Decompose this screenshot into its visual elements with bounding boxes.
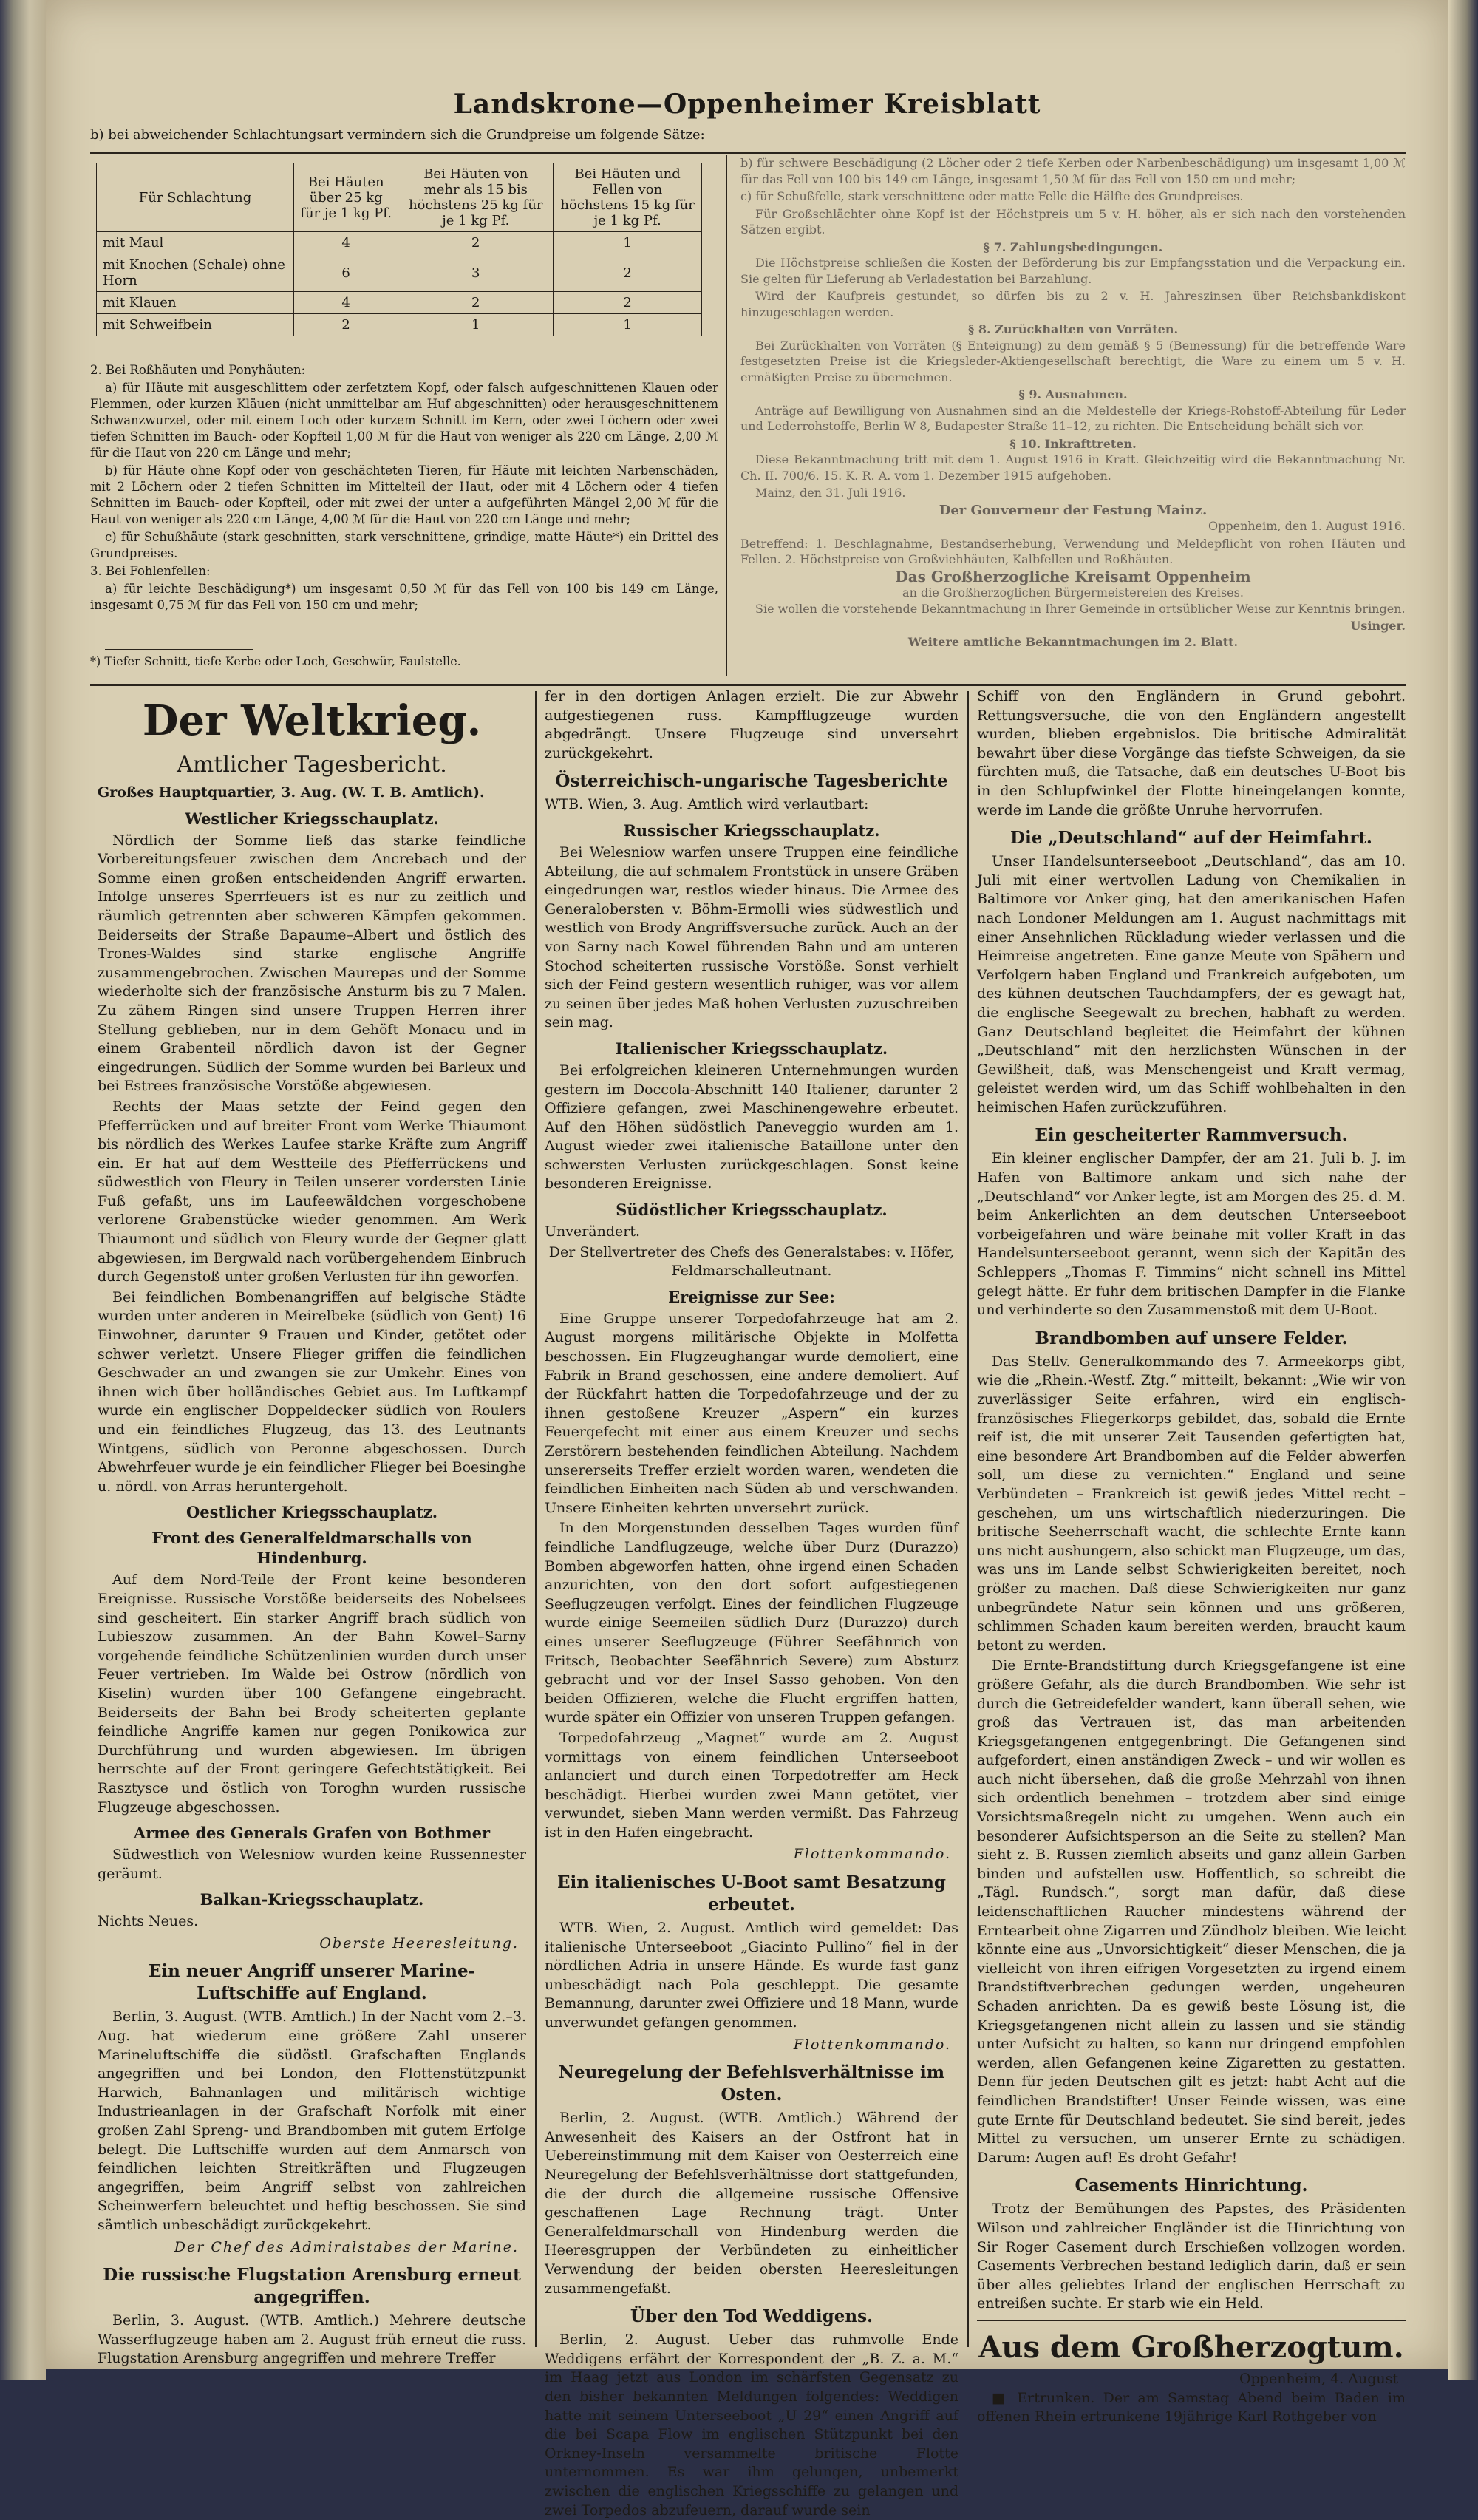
table-row [97,292,702,314]
table-row [97,232,702,254]
paragraph: Unser Handelsunterseeboot „Deutschland“, das am 10. Juli mit einer wertvollen Ladung von Chemikalien in Baltimore vor Anker ging, hat den amerikanischen Hafen nach Londoner Meldungen am 1. August nachmittags mit einer Ansehnlichen Rückladung wieder verlassen und die Heimreise angetreten. Eine ganze Meute von Spähern und Verfolgern haben England und Frankreich aufgeboten, um des kühnen deutschen Tauchdampfers, der es gewagt hat, die englische Seegewalt zu brechen, habhaft zu werden. Ganz Deutschland begleitet die Heimfahrt der kühnen „Deutschland“ mit den herzlichsten Wünschen in der Gewißheit, daß, was Menschengeist und Kraft vermag, geleistet werden wird, um das Schiff wohlbehalten in den heimischen Hafen zurückzuführen. [977,853,1406,1115]
table-header: Bei Häuten von mehr als 15 bis höchstens 25 kg für je 1 kg Pf. [398,163,554,232]
main-title: Der Weltkrieg. [142,696,482,745]
newspaper-page [46,0,1448,2519]
signature: Flottenkommando. [793,1846,951,1863]
section-heading: Front des Generalfeldmarschalls von Hindenburg. [151,1529,472,1568]
column-3 [977,687,1406,2425]
table-intro: b) bei abweichender Schlachtungsart vermindern sich die Grundpreise um folgende Sätze: [90,127,705,143]
article-heading: Casements Hinrichtung. [1075,2176,1308,2196]
paragraph: 2. Bei Roßhäuten und Ponyhäuten: [90,363,306,377]
column-2 [545,687,958,2519]
section-rule [90,684,1406,686]
table-cell: 1 [398,314,554,336]
table-row [97,314,702,336]
footnote-rule [105,649,253,650]
table-cell: mit Klauen [97,292,294,314]
article-heading: Brandbomben auf unsere Felder. [1035,1328,1348,1348]
paragraph: WTB. Wien, 2. August. Amtlich wird gemeldet: Das italienische Unterseeboot „Giacinto Pullino“ fiel in der nördlichen Adria in unsere Hände. Es wurde fast ganz unbeschädigt nach Pola geschleppt. Die gesamte Bemannung, darunter zwei Offiziere und 18 Mann, wurde unverwundet gefangen genommen. [545,1920,958,2031]
paragraph: b) für Häute ohne Kopf oder von geschächteten Tieren, für Häute mit leichten Narbenschäden, mit 2 Löchern oder 2 tiefen Schnitten im Mittelteil der Haut, oder mit 4 Löchern oder 4 tiefen Schnitten im Bauch- oder Kopfteil, oder mit zwei der unter a aufgeführten Mängel 2,00 ℳ für die Haut von weniger als 220 cm Länge, 4,00 ℳ für die Haut von 220 cm Länge und mehr; [90,463,718,526]
column-1 [98,687,526,2367]
section-heading: § 8. Zurückhalten von Vorräten. [967,322,1179,336]
table-cell: mit Knochen (Schale) ohne Horn [97,254,294,292]
regulation-text-right [740,155,1406,676]
paragraph: a) für Häute mit ausgeschlittem oder zerfetztem Kopf, oder falsch aufgeschnittenen Klauen oder Flemmen, oder kurzen Kläuen (nicht unmittelbar am Huf abgeschnitten) oder herausgeschnittenem Schwanzwurzel, oder mit einem Loch oder kurzem Schnitt im Kern, oder zwei Löchern oder zwei tiefen Schnitten im Bauch- oder Kopfteil 1,00 ℳ für die Haut von weniger als 220 cm Länge, 2,00 ℳ für die Haut von 220 cm Länge und mehr; [90,381,718,460]
paragraph: Die Ernte-Brandstiftung durch Kriegsgefangene ist eine größere Gefahr, als die durch Brandbomben. Wie sehr ist durch die Getreidefelder wandert, kann überall sehen, wie groß das Vertrauen ist, das man arbeitenden Kriegsgefangenen entgegenbringt. Die Gefangenen sind aufgefordert, einen anständigen Zweck – und wir wollen es auch nicht übersehen, daß die große Mehrzahl von ihnen sich ordentlich benehmen – trotzdem aber sind einige Vorsichtsmaßregeln nicht zu umgehen. Wenn auch ein besonderer Aufsichtsperson an die Seite zu stellen? Man sieht z. B. Russen ziemlich abseits und ganz allein Garben binden und aufstellen usw. Hoffentlich, so schreibt die „Tägl. Rundsch.“, sorgt man dafür, daß diese leidenschaftlichen Raucher mindestens während der Erntearbeit ohne Zigarren und Zündholz bleiben. Wie leicht könnte eine aus „Unvorsichtigkeit“ dieser Menschen, die ja vielleicht von ihren eifrigen Vorgesetzten zu irgend einem Brandstiftverbrechen gedungen werden, ungeheuren Schaden anrichten. Da es gewiß beste Lösung ist, die Kriegsgefangenen nicht allein zu lassen und sie ständig unter Aufsicht zu halten, so kann nur dringend empfohlen werden, allen Gefangenen keine Zigaretten zu gestatten. Denn für jeden Deutschen gilt es jetzt: habt Acht auf die feindlichen Brandstifter! Unser Feinde wissen, was eine gute Ernte für Deutschland bedeutet. Sie sind bereit, jedes Mittel zu versuchen, um unserer Ernte zu schädigen. Darum: Augen auf! Es droht Gefahr! [977,1657,1406,2166]
paragraph: Ein kleiner englischer Dampfer, der am 21. Juli b. J. im Hafen von Baltimore ankam und sich nahe der „Deutschland“ vor Anker legte, ist am Morgen des 25. d. M. beim Ankerlichten an dem deutschen Unterseeboot vorbeigefahren und wäre beinahe mit voller Kraft in das Handelsunterseeboot gerannt, wenn sich der Kapitän des Schleppers „Thomas F. Timmins“ nicht schnell ins Mittel gelegt hätte. Er fuhr dem britischen Dampfer in die Flanke und verhinderte so den Zusammenstoß mit dem U-Boot. [977,1150,1406,1319]
table-cell: mit Schweifbein [97,314,294,336]
paragraph: Südwestlich von Welesniow wurden keine Russennester geräumt. [98,1847,526,1882]
section-heading: Balkan-Kriegsschauplatz. [200,1890,424,1909]
section-heading: § 10. Inkrafttreten. [1009,436,1137,451]
section-heading: Italienischer Kriegsschauplatz. [615,1039,888,1058]
article-heading: Ein italienisches U-Boot samt Besatzung erbeutet. [556,1872,946,1915]
table-cell: 3 [398,254,554,292]
masthead: Landskrone—Oppenheimer Kreisblatt [453,89,1041,120]
book-spine [1448,0,1478,2380]
paragraph: Sie wollen die vorstehende Bekanntmachung in Ihrer Gemeinde in ortsüblicher Weise zur Kenntnis bringen. [755,601,1406,616]
paragraph: In den Morgenstunden desselben Tages wurden fünf feindliche Landflugzeuge, welche über Durz (Durazzo) Bomben abgeworfen hatten, ohne irgend einen Schaden anzurichten, von den dort sofort aufgestiegenen Seeflugzeugen verfolgt. Eines der feindlichen Flugzeuge wurde einige Seemeilen südlich Durz (Durazzo) durch eines unserer Seeflugzeuge (Führer Seefähnrich von Fritsch, Beobachter Seefähnrich Severe) zum Absturz gebracht und vor der Insel Sasso gehoben. Von den beiden Offizieren, welche die Flucht ergriffen hatten, wurde später ein Offizier von unseren Truppen gefangen. [545,1520,958,1726]
paragraph: Bei feindlichen Bombenangriffen auf belgische Städte wurden unter anderen in Meirelbeke (südlich von Gent) 16 Einwohner, darunter 9 Frauen und Kinder, getötet oder schwer verletzt. Unsere Flieger griffen die feindlichen Geschwader an und zwangen sie zur Umkehr. Eines von ihnen wich über holländisches Gebiet aus. Im Luftkampf wurde ein englischer Doppeldecker südlich von Roulers und ein feindliches Flugzeug, das 13. des Leutnants Wintgens, südlich von Peronne abgeschossen. Durch Abwehrfeuer wurde je ein feindlicher Flieger bei Boesinghe u. nördl. von Arras heruntergeholt. [98,1288,526,1495]
section-heading: Südöstlicher Kriegsschauplatz. [616,1200,888,1220]
paragraph: Für Großschlächter ohne Kopf ist der Höchstpreis um 5 v. H. höher, als er sich nach den vorstehenden Sätzen ergibt. [740,206,1406,237]
signature: Der Gouverneur der Festung Mainz. [939,502,1208,518]
signature: Oberste Heeresleitung. [319,1935,519,1952]
table-cell: 1 [554,232,702,254]
column-rule [967,691,969,2347]
paragraph: Nördlich der Somme ließ das starke feindliche Vorbereitungsfeuer zwischen dem Ancrebach und der Somme einen großen entscheidenden Angriff erwarten. Infolge unseres Sperrfeuers ist es nur zu zeitlich und räumlich getrennten aber schweren Kämpfen gekommen. Beiderseits der Straße Bapaume–Albert und östlich des Trones-Waldes sind starke englische Angriffe zusammengebrochen. Zwischen Maurepas und der Somme wiederholte sich der französische Ansturm bis zu 7 Malen. Zu zähem Ringen sind unsere Truppen Herren ihrer Stellung geblieben, nur in dem Gehöft Monacu und in einem Grabenteil nördlich davon ist der Gegner eingedrungen. Südlich der Somme wurden bei Barleux und bei Estrees französische Vorstöße abgewiesen. [98,832,526,1095]
paragraph: Rechts der Maas setzte der Feind gegen den Pfefferrücken und auf breiter Front vom Werke Thiaumont bis nördlich des Werkes Laufee starke Kräfte zum Angriff ein. Er hat auf dem Westteile des Pfefferrückens und südwestlich von Fleury in Teilen unserer vordersten Linie Fuß gefaßt, uns im Laufeewäldchen vorgeschobene verlorene Grabenstücke wieder genommen. Am Werk Thiaumont und südlich von Fleury wurde der Gegner glatt abgewiesen, im Bergwald nach vorübergehendem Einbruch durch Gegenstoß unter großen Verlusten für ihn geworfen. [98,1098,526,1286]
paragraph: Die Höchstpreise schließen die Kosten der Beförderung bis zur Empfangsstation und die Verpackung ein. Sie gelten für Lieferung ab Verladestation bei Barzahlung. [740,256,1406,286]
paragraph: c) für Schußfelle, stark verschnittene oder matte Felle die Hälfte des Grundpreises. [740,189,1244,203]
dateline: WTB. Wien, 3. Aug. Amtlich wird verlautbart: [545,796,869,813]
signature: Der Stellvertreter des Chefs des Generalstabes: v. Höfer, Feldmarschalleutnant. [548,1243,955,1280]
table-cell: 2 [398,232,554,254]
paragraph: Anträge auf Bewilligung von Ausnahmen sind an die Meldestelle der Kriegs-Rohstoff-Abteilung für Leder und Lederrohstoffe, Berlin W 8, Budapester Straße 11–12, zu richten. Die Entscheidung behält sich vor. [740,403,1406,433]
table-header-row [97,163,702,232]
article-heading: Neuregelung der Befehlsverhältnisse im Osten. [558,2062,945,2105]
footnote: *) Tiefer Schnitt, tiefe Kerbe oder Loch, Geschwür, Faulstelle. [90,654,461,668]
regional-heading: Aus dem Großherzogtum. [978,2329,1404,2365]
section-heading: Russischer Kriegsschauplatz. [623,821,880,840]
article-heading: Die russische Flugstation Arensburg erneut angegriffen. [103,2265,521,2308]
paragraph: Wird der Kaufpreis gestundet, so dürfen bis zu 2 v. H. Jahreszinsen über Reichsbankdiskont hinzugeschlagen werden. [740,289,1406,319]
paragraph: Weitere amtliche Bekanntmachungen im 2. Blatt. [907,634,1239,649]
section-heading: Westlicher Kriegsschauplatz. [185,809,439,828]
article-heading: Österreichisch-ungarische Tagesberichte [555,771,948,792]
column-rule [726,155,727,676]
table-cell: 6 [294,254,398,292]
table-header: Bei Häuten und Fellen von höchstens 15 kg für je 1 kg Pf. [554,163,702,232]
table-cell: 4 [294,292,398,314]
section-heading: § 9. Ausnahmen. [1018,387,1128,401]
paragraph: Berlin, 3. August. (WTB. Amtlich.) Mehrere deutsche Wasserflugzeuge haben am 2. August früh erneut die russ. Flugstation Arensburg angegriffen und mehrere Treffer [98,2312,526,2367]
table-cell: 2 [398,292,554,314]
paragraph: Bei Zurückhalten von Vorräten (§ Enteignung) zu dem gemäß § 5 (Bemessung) für die betreffende Ware festgesetzten Preise ist die Kriegsleder-Aktiengesellschaft berechtigt, die Ware zu einem um 5 v. H. ermäßigten Preise zu übernehmen. [740,338,1406,384]
signature: Das Großherzogliche Kreisamt Oppenheim [895,567,1251,585]
paragraph: Mainz, den 31. Juli 1916. [755,486,906,500]
regulation-text-left [90,362,718,658]
paragraph: Unverändert. [545,1223,641,1240]
paragraph: Oppenheim, den 1. August 1916. [1208,519,1406,533]
paragraph: Trotz der Bemühungen des Papstes, des Präsidenten Wilson und zahlreicher Engländer ist die Hinrichtung von Sir Roger Casement durch Erschießen vollzogen worden. Casements Verbrechen bestand lediglich darin, daß er sein über alles geliebtes Irland der englischen Herrschaft zu entreißen suchte. Er starb wie ein Held. [977,2201,1406,2312]
signature: Der Chef des Admiralstabes der Marine. [174,2238,519,2255]
paragraph: Bei erfolgreichen kleineren Unternehmungen wurden gestern im Doccola-Abschnitt 140 Italiener, darunter 2 Offiziere gefangen, zwei Maschinengewehre erbeutet. Auf den Höhen südöstlich Paneveggio wurden am 1. August wieder zwei italienische Bataillone unter den schwersten Verlusten zurückgeschlagen. Sonst keine besonderen Ereignisse. [545,1062,958,1192]
paragraph: b) für schwere Beschädigung (2 Löcher oder 2 tiefe Kerben oder Narbenbeschädigung) um insgesamt 1,00 ℳ für das Fell von 100 bis 149 cm Länge, insgesamt 1,50 ℳ für das Fell von 150 cm und mehr; [740,156,1406,186]
dateline: Großes Hauptquartier, 3. Aug. (W. T. B. Amtlich). [98,784,485,801]
article-heading: Über den Tod Weddigens. [630,2306,873,2327]
paragraph: Berlin, 2. August. (WTB. Amtlich.) Während der Anwesenheit des Kaisers an der Ostfront hat in Uebereinstimmung mit dem Kaiser von Oesterreich eine Neuregelung der Befehlsverhältnisse dort stattgefunden, die der durch die allgemeine russische Offensive geschaffenen Lage Rechnung trägt. Unter Generalfeldmarschall von Hindenburg werden die Heeresgruppen der Verbündeten zu einheitlicher Verwendung der beiden obersten Heeresleitungen zusammengefaßt. [545,2110,958,2297]
table-cell: mit Maul [97,232,294,254]
article-heading: Ein neuer Angriff unserer Marine-Luftschiffe auf England. [148,1961,476,2004]
paragraph: Torpedofahrzeug „Magnet“ wurde am 2. August vormittags von einem feindlichen Unterseeboot anlanciert und durch einen Torpedotreffer am Heck beschädigt. Hierbei wurden zwei Mann getötet, vier verwundet, sieben Mann werden vermißt. Das Fahrzeug ist in den Hafen eingebracht. [545,1729,958,1841]
section-heading: Oestlicher Kriegsschauplatz. [185,1503,438,1522]
paragraph: Betreffend: 1. Beschlagnahme, Bestandserhebung, Verwendung und Meldepflicht von rohen Häuten und Fellen. 2. Höchstpreise von Großviehhäuten, Kalbfellen und Roßhäuten. [740,536,1406,566]
paragraph: 3. Bei Fohlenfellen: [90,564,211,578]
section-rule [977,2320,1406,2321]
table-header: Für Schlachtung [97,163,294,232]
paragraph: Diese Bekanntmachung tritt mit dem 1. August 1916 in Kraft. Gleichzeitig wird die Bekanntmachung Nr. Ch. II. 700/6. 15. K. R. A. vom 1. Dezember 1915 aufgehoben. [740,452,1406,483]
table-cell: 4 [294,232,398,254]
dateline: Oppenheim, 4. August [1239,2370,1398,2387]
paragraph: Nichts Neues. [98,1913,199,1930]
paragraph: Eine Gruppe unserer Torpedofahrzeuge hat am 2. August morgens militärische Objekte in Molfetta beschossen. Ein Flugzeughangar wurde demoliert, eine Fabrik in Brand geschossen, eine andere demoliert. Auf der Rückfahrt hatten die Torpedofahrzeuge und der zu ihnen gestoßene Kreuzer „Aspern“ ein kurzes Feuergefecht mit einer aus einem Kreuzer und sechs Zerstörern bestehenden feindlichen Abteilung. Nachdem unsererseits Treffer erzielt worden waren, wendeten die feindlichen Einheiten nach Süden ab und verschwanden. Unsere Einheiten kehrten unversehrt zurück. [545,1310,958,1516]
table-header: Bei Häuten über 25 kg für je 1 kg Pf. [294,163,398,232]
paragraph: a) für leichte Beschädigung*) um insgesamt 0,50 ℳ für das Fell von 100 bis 149 cm Länge, insgesamt 0,75 ℳ für das Fell von 150 cm und mehr; [90,582,718,612]
paragraph: Auf dem Nord-Teile der Front keine besonderen Ereignisse. Russische Vorstöße beiderseits des Nobelsees sind gescheitert. Ein starker Angriff brach südlich von Lubieszow zusammen. An der Bahn Kowel–Sarny vorgehende feindliche Schützenlinien wurden durch unser Feuer vertrieben. Im Walde bei Ostrow (nördlich von Kiselin) wurden über 100 Gefangene eingebracht. Beiderseits der Bahn bei Brody scheiterten geplante feindliche Angriffe kamen nur gegen Ponikowica zur Durchführung und wurden abgewiesen. Im übrigen herrschte auf der Front geringere Gefechtstätigkeit. Bei Rasztysce und östlich von Toroghn wurden russische Flugzeuge abgeschossen. [98,1572,526,1816]
article-heading: Ein gescheiterter Rammversuch. [1035,1125,1348,1146]
signature: Flottenkommando. [793,2036,951,2053]
paragraph: fer in den dortigen Anlagen erzielt. Die zur Abwehr aufgestiegenen russ. Kampfflugzeuge wurden abgedrängt. Unsere Flugzeuge sind unversehrt zurückgekehrt. [545,688,958,761]
price-reduction-table [96,163,702,336]
paragraph: Bei Welesniow warfen unsere Truppen eine feindliche Abteilung, die auf schmalem Frontstück in unsere Gräben eingedrungen war, restlos wieder hinaus. Die Armee des Generalobersten v. Böhm-Ermolli wies südwestlich und westlich von Brody Angriffsversuche zurück. Auch an der von Sarny nach Kowel führenden Bahn und am unteren Stochod scheiterten russische Vorstöße. Sonst verhielt sich der Feind gestern wesentlich ruhiger, was vor allem zu seinen über jedes Maß hohen Verlusten zuzuschreiben sein mag. [545,843,958,1031]
paragraph: Schiff von den Engländern in Grund gebohrt. Rettungsversuche, die von den Engländern angestellt wurden, blieben ergebnislos. Die britische Admiralität bewahrt über diese Vorgänge das tiefste Schweigen, da sie fürchten muß, die Tatsache, daß ein deutsches U-Boot bis in den Schlupfwinkel der Flotte hineingelangen konnte, werde im Lande die größte Unruhe hervorrufen. [977,688,1406,818]
paragraph: Berlin, 3. August. (WTB. Amtlich.) In der Nacht vom 2.–3. Aug. hat wiederum eine größere Zahl unserer Marineluftschiffe die südöstl. Grafschaften Englands angegriffen und bei London, den Flottenstützpunkt Harwich, Bahnanlagen und militärisch wichtige Industrieanlagen in der Grafschaft Norfolk mit einer großen Zahl Spreng- und Brandbomben mit gutem Erfolge belegt. Die Luftschiffe wurden auf dem Anmarsch von feindlichen leichten Streitkräften und Flugzeugen angegriffen, beim Angriff selbst von zahlreichen Scheinwerfern beleuchtet und heftig beschossen. Sie sind sämtlich unbeschädigt zurückgekehrt. [98,2008,526,2233]
paragraph: Berlin, 2. August. Ueber das ruhmvolle Ende Weddigens erfährt der Korrespondent der „B. Z. a. M.“ im Haag jetzt aus London im schärfsten Gegensatz zu den bisher bekannten Meldungen folgendes: Weddigen hatte mit seinem Unterseeboot „U 29“ einen Angriff auf die bei Scapa Flow im englischen Stützpunkt bei den Orkney-Inseln versammelte britische Flotte unternommen. Es war ihm gelungen, unbemerkt zwischen die englischen Kriegsschiffe zu gelangen und zwei Torpedos abzufeuern, darauf wurde sein [545,2331,958,2519]
column-rule [535,691,537,2347]
paragraph: an die Großherzoglichen Bürgermeistereien des Kreises. [902,585,1244,600]
paragraph: c) für Schußhäute (stark geschnitten, stark verschnittene, grindige, matte Häute*) ein Drittel des Grundpreises. [90,530,718,560]
article-heading: Die „Deutschland“ auf der Heimfahrt. [1010,828,1372,849]
table-row [97,254,702,292]
signature: Usinger. [1350,619,1406,633]
table-cell: 2 [554,292,702,314]
paragraph: ■ Ertrunken. Der am Samstag Abend beim Baden im offenen Rhein ertrunkene 19jährige Karl Rothgeber von [977,2389,1406,2425]
section-heading: Ereignisse zur See: [668,1287,835,1306]
section-heading: Armee des Generals Grafen von Bothmer [133,1824,491,1843]
table-cell: 1 [554,314,702,336]
subtitle: Amtlicher Tagesbericht. [177,752,447,778]
paragraph: Das Stellv. Generalkommando des 7. Armeekorps gibt, wie die „Rhein.-Westf. Ztg.“ mitteilt, bekannt: „Wie wir von zuverlässiger Seite erfahren, wird ein englisch-französisches Fliegerkorps gebildet, das, sobald die Ernte reif ist, die mit unserer Zeit Tausenden gefertigten hat, eine besondere Art Brandbomben auf die Felder abwerfen soll, um diese zu vernichten.“ England und seine Verbündeten – Frankreich ist gewiß jedes Mittel recht – geschehen, um uns wirtschaftlich niederzuringen. Die britische Seeherrschaft wacht, die schlechte Ernte kann uns nicht aushungern, also schickt man Flugzeuge, um das, was uns im Lande selbst Schwierigkeiten bereitet, noch größer zu machen. Daß diese Schwierigkeiten nur ganz unbegründete Natur sein können und uns größeren, schlimmen Schaden kaum bereiten werden, braucht kaum betont zu werden. [977,1353,1406,1654]
table-cell: 2 [294,314,398,336]
section-heading: § 7. Zahlungsbedingungen. [983,240,1163,254]
left-page-edge [0,0,46,2380]
table-cell: 2 [554,254,702,292]
